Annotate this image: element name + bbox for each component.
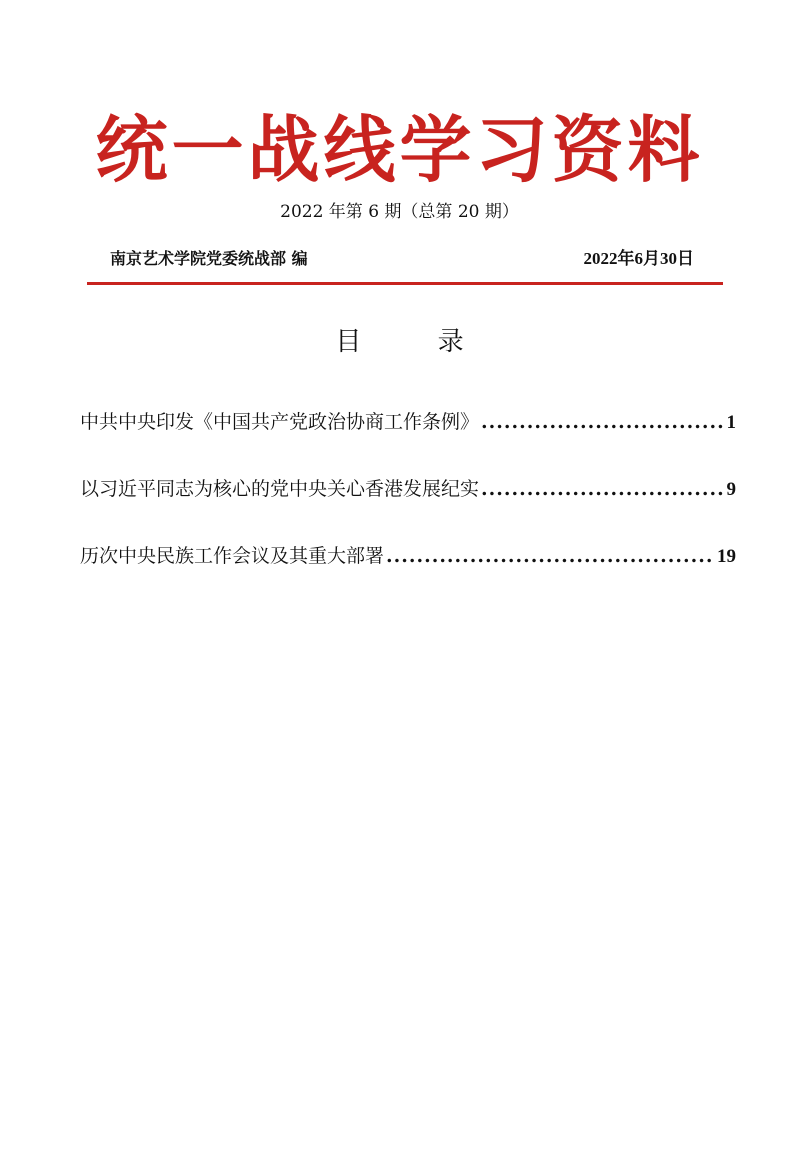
toc-entry-title: 以习近平同志为核心的党中央关心香港发展纪实	[80, 478, 480, 500]
dot-leader	[481, 404, 724, 440]
toc-entry-page: 19	[717, 546, 736, 567]
publication-meta	[110, 247, 694, 271]
publication-date: 2022年6月30日	[583, 249, 694, 268]
publication-title: 统一战线学习资料	[95, 107, 704, 192]
toc-entry-page: 1	[726, 412, 736, 433]
dot-leader	[481, 471, 724, 507]
toc-entry[interactable]	[80, 538, 736, 574]
table-of-contents	[80, 404, 736, 605]
header-divider	[87, 282, 723, 285]
issue-number: 2022 年第 6 期（总第 20 期）	[280, 202, 519, 222]
toc-entry-title: 历次中央民族工作会议及其重大部署	[80, 545, 385, 567]
dot-leader	[386, 538, 715, 574]
editor-credit: 南京艺术学院党委统战部 编	[110, 249, 308, 268]
toc-entry[interactable]	[80, 471, 736, 507]
toc-entry[interactable]	[80, 404, 736, 440]
toc-entry-page: 9	[726, 479, 736, 500]
toc-heading: 目 录	[335, 327, 498, 357]
toc-entry-title: 中共中央印发《中国共产党政治协商工作条例》	[80, 411, 480, 433]
